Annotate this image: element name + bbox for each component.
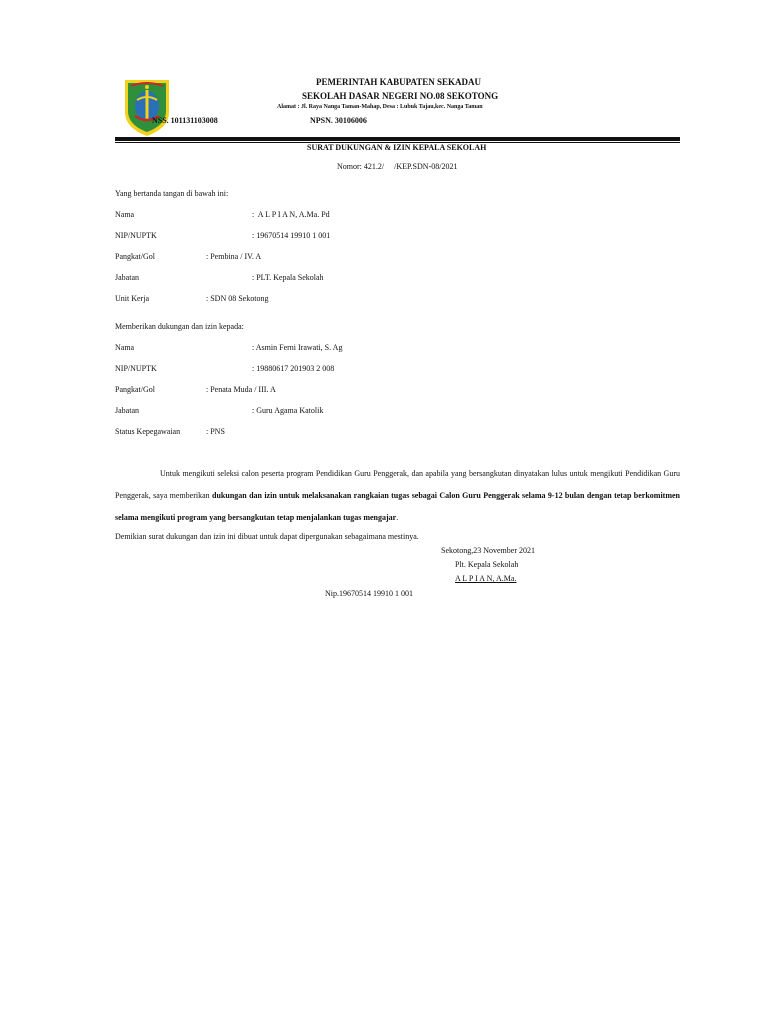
letter-title: SURAT DUKUNGAN & IZIN KEPALA SEKOLAH: [307, 143, 487, 152]
signer-unit-value: : SDN 08 Sekotong: [206, 294, 269, 303]
recipient-status-value: : PNS: [206, 427, 225, 436]
body-paragraph: [115, 463, 680, 529]
signer-rank-value: : Pembina / IV. A: [206, 252, 262, 261]
closing-sentence: Demikian surat dukungan dan izin ini dibuat untuk dapat dipergunakan sebagaimana mestinya.: [115, 532, 419, 541]
signer-position-value: : PLT. Kepala Sekolah: [252, 273, 324, 282]
place-date: Sekotong,23 November 2021: [441, 546, 535, 555]
recipient-position-label: Jabatan: [115, 406, 139, 415]
header-nss: NSS. 101131103008: [152, 116, 218, 125]
header-line2: SEKOLAH DASAR NEGERI NO.08 SEKOTONG: [302, 91, 499, 101]
letter-number: Nomor: 421.2/ /KEP.SDN-08/2021: [337, 162, 458, 171]
recipient-name-value: : Asmin Ferni Irawati, S. Ag: [252, 343, 343, 352]
recipient-nip-value: : 19880617 201903 2 008: [252, 364, 335, 373]
recipient-nip-label: NIP/NUPTK: [115, 364, 157, 373]
signer-nip-value: : 19670514 19910 1 001: [252, 231, 331, 240]
signer-position-label: Jabatan: [115, 273, 139, 282]
header-line1: PEMERINTAH KABUPATEN SEKADAU: [316, 77, 482, 87]
body-text-end: .: [396, 513, 399, 522]
signer-nip-label: NIP/NUPTK: [115, 231, 157, 240]
body-text-regular: Untuk mengikuti seleksi calon peserta program Pendidikan Guru Penggerak, dan apabila yang bersangkutan dinyatakan lulus untuk mengikuti Pendidikan Guru Penggerak, saya memberikan: [115, 469, 680, 500]
signer-name-label: Nama: [115, 210, 135, 219]
recipient-rank-value: : Penata Muda / III. A: [206, 385, 276, 394]
signer-unit-label: Unit Kerja: [115, 294, 149, 303]
signer-rank-label: Pangkat/Gol: [115, 252, 155, 261]
recipient-rank-label: Pangkat/Gol: [115, 385, 155, 394]
signer-name-value: : A L P I A N, A.Ma. Pd: [252, 210, 330, 219]
recipient-position-value: : Guru Agama Katolik: [252, 406, 324, 415]
recipient-name-label: Nama: [115, 343, 135, 352]
intro-recipient: Memberikan dukungan dan izin kepada:: [115, 322, 244, 331]
body-text-bold: dukungan dan izin untuk melaksanakan rangkaian tugas sebagai Calon Guru Penggerak selama 9-12 bulan dengan tetap berkomitmen selama mengikuti program yang bersangkutan tetap menjalankan tugas mengajar: [115, 491, 680, 522]
header-divider-thick: [115, 137, 680, 141]
signature-title: Plt. Kepala Sekolah: [455, 560, 519, 569]
signature-nip: Nip.19670514 19910 1 001: [325, 589, 413, 598]
regency-logo: [119, 76, 175, 138]
header-address: Alamat : Jl. Raya Nanga Taman-Mahap, Desa : Lubuk Tajau,kec. Nanga Taman: [277, 104, 483, 110]
recipient-status-label: Status Kepegawaian: [115, 427, 181, 436]
signature-name: A L P I A N, A.Ma.: [455, 574, 517, 583]
intro-signer: Yang bertanda tangan di bawah ini:: [115, 189, 229, 198]
header-npsn: NPSN. 30106006: [310, 116, 367, 125]
